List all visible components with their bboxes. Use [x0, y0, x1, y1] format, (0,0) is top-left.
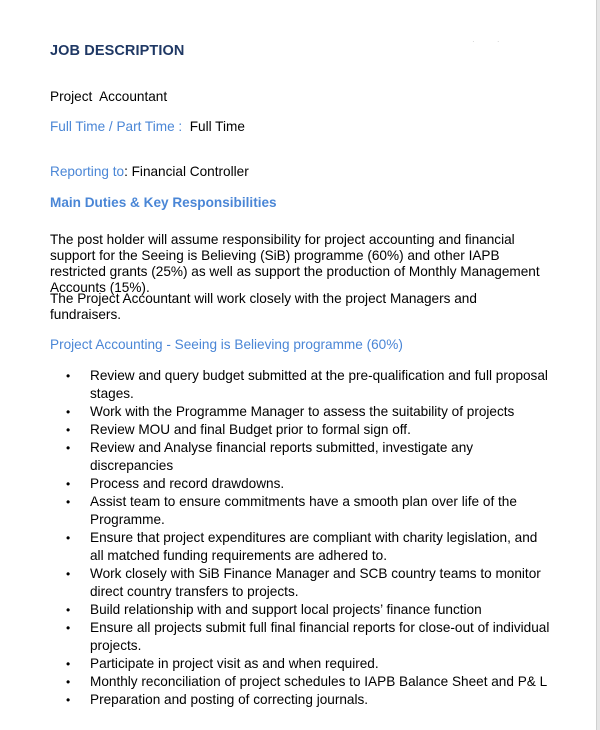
list-item	[50, 403, 550, 421]
list-item	[50, 367, 550, 403]
duties-list	[50, 367, 550, 709]
bullet-icon: •	[66, 531, 71, 545]
employment-type-label: Full Time / Part Time :	[50, 119, 183, 134]
job-title: Project Accountant	[50, 89, 168, 104]
list-item-text: Work closely with SiB Finance Manager and SCB country teams to monitor direct country transfers to projects.	[90, 566, 541, 599]
bullet-icon: •	[66, 657, 71, 671]
duties-heading: Main Duties & Key Responsibilities	[50, 195, 277, 210]
employment-type-value: Full Time	[189, 119, 245, 134]
intro-paragraph: The post holder will assume responsibility for project accounting and financial support for the Seeing is Believing (SiB) programme (60%) and other IAPB restricted grants (25%) as well as support the production of Monthly Management Accounts (15%).	[50, 232, 540, 295]
bullet-icon: •	[66, 369, 71, 383]
list-item-text: Participate in project visit as and when required.	[90, 656, 379, 671]
bullet-icon: •	[66, 405, 71, 419]
list-item-text: Preparation and posting of correcting journals.	[90, 692, 369, 707]
bullet-icon: •	[66, 477, 71, 491]
bullet-icon: •	[66, 675, 71, 689]
list-item	[50, 691, 550, 709]
list-item	[50, 565, 550, 601]
reporting-to-row	[50, 164, 249, 179]
bullet-icon: •	[66, 693, 71, 707]
list-item	[50, 673, 550, 691]
list-item	[50, 529, 550, 565]
collaboration-paragraph: The Project Accountant will work closely with the project Managers and fundraisers.	[50, 291, 477, 322]
list-item-text: Monthly reconciliation of project schedules to IAPB Balance Sheet and P& L	[90, 674, 548, 689]
list-item	[50, 601, 550, 619]
list-item-text: Review and Analyse financial reports submitted, investigate any discrepancies	[90, 440, 474, 473]
list-item-text: Ensure all projects submit full final financial reports for close-out of individual projects.	[90, 620, 550, 653]
bullet-icon: •	[66, 441, 71, 455]
bullet-icon: •	[66, 423, 71, 437]
bullet-icon: •	[66, 567, 71, 581]
list-item-text: Build relationship with and support local projects’ finance function	[90, 602, 482, 617]
list-item-text: Review and query budget submitted at the pre-qualification and full proposal stages.	[90, 368, 548, 401]
list-item	[50, 475, 550, 493]
list-item	[50, 421, 550, 439]
list-item-text: Review MOU and final Budget prior to formal sign off.	[90, 422, 411, 437]
faint-mark: · ·	[472, 37, 510, 46]
list-item-text: Process and record drawdowns.	[90, 476, 285, 491]
reporting-to-label: Reporting to	[50, 164, 125, 179]
list-item-text: Ensure that project expenditures are compliant with charity legislation, and all matched funding requirements are adhered to.	[90, 530, 538, 563]
reporting-to-value: : Financial Controller	[124, 164, 249, 179]
list-item	[50, 619, 550, 655]
list-item	[50, 655, 550, 673]
section-heading: Project Accounting - Seeing is Believing programme (60%)	[50, 337, 403, 352]
list-item-text: Work with the Programme Manager to assess the suitability of projects	[90, 404, 515, 419]
bullet-icon: •	[66, 495, 71, 509]
list-item	[50, 439, 550, 475]
list-item	[50, 493, 550, 529]
employment-type-row	[50, 119, 245, 134]
bullet-icon: •	[66, 603, 71, 617]
list-item-text: Assist team to ensure commitments have a smooth plan over life of the Programme.	[90, 494, 517, 527]
document-heading: JOB DESCRIPTION	[50, 43, 185, 59]
bullet-icon: •	[66, 621, 71, 635]
